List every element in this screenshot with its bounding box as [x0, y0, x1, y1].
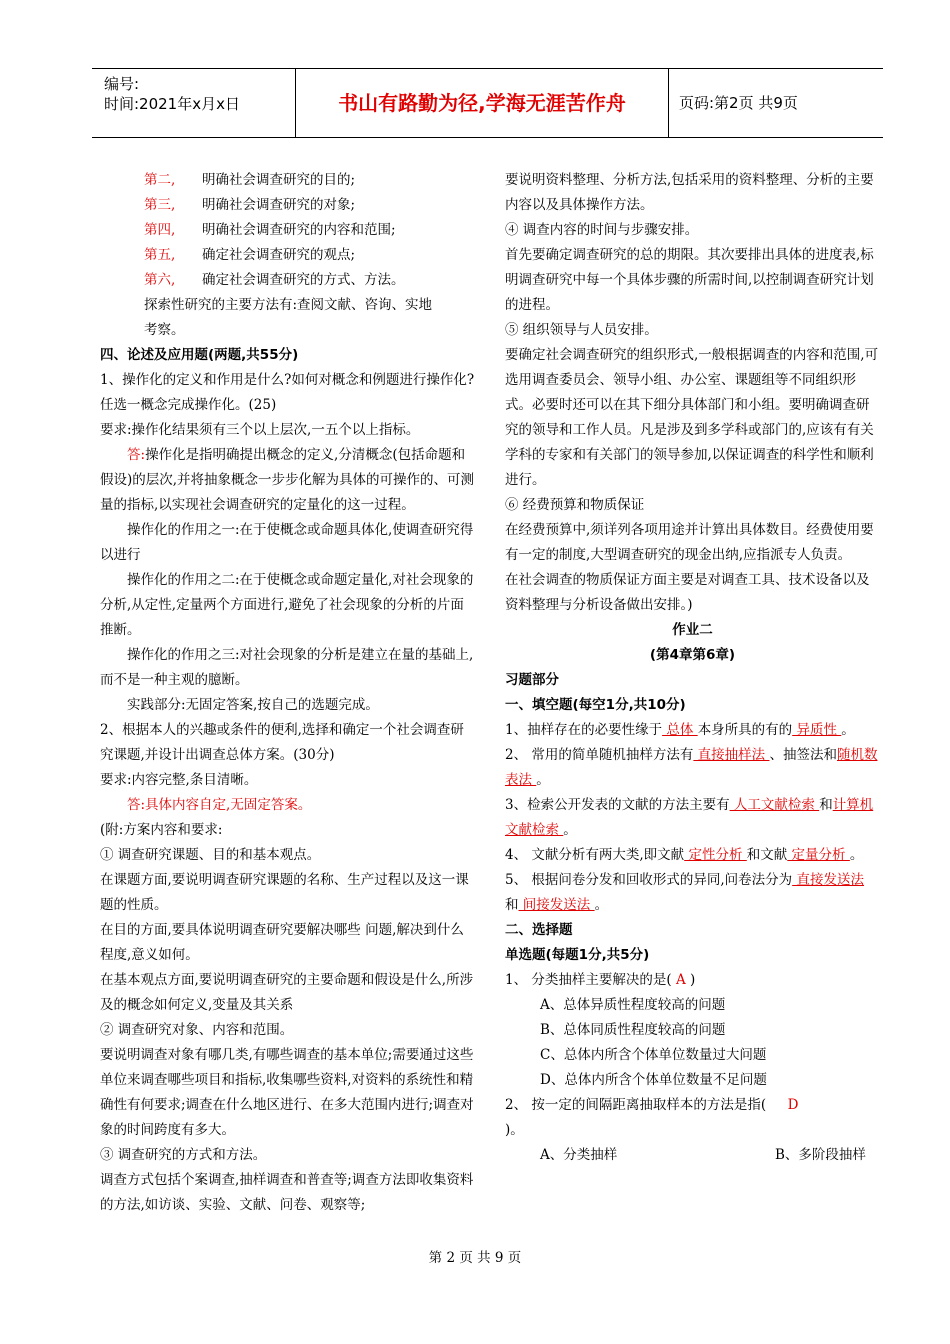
question-text: 本身所具的有的	[697, 722, 793, 738]
plan-item-4: ④ 调查内容的时间与步骤安排。	[505, 222, 699, 238]
plan-item-1-views: 在基本观点方面,要说明调查研究的主要命题和假设是什么,所涉及的概念如何定义,变量及其关系	[100, 972, 474, 1013]
role-1: 操作化的作用之一:在于使概念或命题具体化,使调查研究得以进行	[100, 522, 474, 563]
plan-item-6-material: 在社会调查的物质保证方面主要是对调查工具、技术设备以及资料整理与分析设备做出安排。)	[505, 572, 870, 613]
practice-note: 实践部分:无固定答案,按自己的选题完成。	[127, 697, 379, 713]
question-text: 4、 文献分析有两大类,即文献	[505, 847, 685, 863]
answer-blank: 随机数表法	[505, 747, 878, 788]
page-footer: 第 2 页 共 9 页	[428, 1250, 522, 1266]
answer-blank: 定性分析	[684, 847, 747, 863]
fill-section-title: 一、填空题(每空1分,共10分)	[505, 697, 686, 713]
question-text: 。	[594, 897, 609, 913]
choice-option: C、总体内所含个体单位数量过大问题	[540, 1047, 767, 1063]
answer-letter: D	[787, 1097, 799, 1113]
question-1-answer	[100, 443, 475, 518]
answer-label: 答:	[127, 447, 146, 463]
single-choice-title: 单选题(每题1分,共5分)	[505, 947, 650, 963]
step-number: 第二,	[144, 172, 176, 188]
plan-item-6-budget: 在经费预算中,须详列各项用途并计算出具体数目。经费使用要有一定的制度,大型调查研究的现金出纳,应指派专人负责。	[505, 522, 874, 563]
step-text: 明确社会调查研究的内容和范围;	[202, 222, 396, 238]
step-number: 第三,	[144, 197, 176, 213]
question-2-requirement: 要求:内容完整,条目清晰。	[100, 772, 258, 788]
question-text: 。	[849, 847, 864, 863]
fill-question-4	[505, 843, 880, 868]
choice-option: A、分类抽样	[540, 1147, 618, 1163]
answer-blank: 异质性	[792, 722, 842, 738]
plan-item-6: ⑥ 经费预算和物质保证	[505, 497, 645, 513]
answer-blank: 直接发送法	[792, 872, 864, 888]
answer-letter: A	[675, 972, 686, 988]
plan-item-3-detail: 调查方式包括个案调查,抽样调查和普查等;调查方法即收集资料的方法,如访谈、实验、文献、问卷、观察等;	[100, 1172, 474, 1213]
answer-blank: 间接发送法	[518, 897, 595, 913]
page-header	[92, 68, 883, 138]
fill-question-3	[505, 793, 880, 843]
answer-text: 操作化是指明确提出概念的定义,分清概念(包括命题和假设)的层次,并将抽象概念一步步化解为具体的可操作的、可测量的指标,以实现社会调查研究的定量化的这一过程。	[100, 447, 475, 513]
choice-option: B、多阶段抽样	[775, 1147, 866, 1163]
answer-blank: 总体	[662, 722, 698, 738]
appendix-title: (附:方案内容和要求:	[100, 822, 223, 838]
plan-item-2-detail: 要说明调查对象有哪几类,有哪些调查的基本单位;需要通过这些单位来调查哪些项目和指标,收集哪些资料,对资料的系统性和精确性有何要求;调查在什么地区进行、在多大范围内进行;调查对象的时间跨度有多大。	[100, 1047, 474, 1138]
plan-item-5: ⑤ 组织领导与人员安排。	[505, 322, 658, 338]
question-text: 1、抽样存在的必要性缘于	[505, 722, 663, 738]
plan-item-3: ③ 调查研究的方式和方法。	[100, 1147, 267, 1163]
answer-blank: 直接抽样法	[693, 747, 770, 763]
role-3: 操作化的作用之三:对社会现象的分析是建立在量的基础上,而不是一种主观的臆断。	[100, 647, 474, 688]
choice-option: D、总体内所含个体单位数量不足问题	[540, 1072, 767, 1088]
left-column	[100, 168, 475, 1218]
step-text: 确定社会调查研究的观点;	[202, 247, 356, 263]
question-text: )	[690, 972, 696, 988]
question-text: 2、 常用的简单随机抽样方法有	[505, 747, 694, 763]
exercise-title: 习题部分	[505, 672, 559, 688]
choice-option: B、总体同质性程度较高的问题	[540, 1022, 726, 1038]
plan-item-2: ② 调查研究对象、内容和范围。	[100, 1022, 294, 1038]
explore-text: 探索性研究的主要方法有:查阅文献、咨询、实地	[144, 297, 433, 313]
question-text: 和	[505, 897, 519, 913]
question-text: 、抽签法和	[769, 747, 837, 763]
step-item	[100, 193, 475, 218]
answer-blank: 定量分析	[787, 847, 850, 863]
question-text: 3、检索公开发表的文献的方法主要有	[505, 797, 730, 813]
plan-item-1: ① 调查研究课题、目的和基本观点。	[100, 847, 321, 863]
answer-blank: 计算机文献检索	[505, 797, 874, 838]
step-item	[100, 218, 475, 243]
step-item	[100, 243, 475, 268]
question-1: 1、操作化的定义和作用是什么?如何对概念和例题进行操作化?任选一概念完成操作化。(25)	[100, 372, 475, 413]
question-text: 1、 分类抽样主要解决的是(	[505, 972, 672, 988]
question-text: 。	[841, 722, 855, 738]
time-label: 时间:2021年x月x日	[104, 95, 240, 113]
homework-subtitle: (第4章第6章)	[649, 647, 736, 663]
question-text: 2、 按一定的间隔距离抽取样本的方法是指(	[505, 1097, 767, 1113]
plan-item-5-detail: 要确定社会调查研究的组织形式,一般根据调查的内容和范围,可选用调查委员会、领导小组、办公室、课题组等不同组织形式。必要时还可以在其下细分具体部门和小组。要明确调查研究的领导和工作人员。凡是涉及到多学科或部门的,应该有有关学科的专家和有关部门的领导参加,以保证调查的科学性和顺利进行。	[505, 347, 879, 488]
step-number: 第五,	[144, 247, 176, 263]
question-1-requirement: 要求:操作化结果须有三个以上层次,一五个以上指标。	[100, 422, 420, 438]
question-text: 和文献	[746, 847, 788, 863]
choice-question-2-close: )。	[505, 1122, 524, 1138]
step-item	[100, 168, 475, 193]
plan-item-1-purpose: 在目的方面,要具体说明调查研究要解决哪些 问题,解决到什么程度,意义如何。	[100, 922, 464, 963]
choice-question-2	[505, 1093, 880, 1118]
step-number: 第四,	[144, 222, 176, 238]
homework-title: 作业二	[672, 622, 713, 638]
choice-option: A、总体异质性程度较高的问题	[540, 997, 726, 1013]
question-text: 。	[563, 822, 577, 838]
question-text: 5、 根据问卷分发和回收形式的异同,问卷法分为	[505, 872, 793, 888]
motto-text: 书山有路勤为径,学海无涯苦作舟	[338, 91, 626, 115]
step-text: 确定社会调查研究的方式、方法。	[202, 272, 405, 288]
question-2-answer: 答:具体内容自定,无固定答案。	[127, 797, 312, 813]
section4-title: 四、论述及应用题(两题,共55分)	[100, 347, 299, 363]
answer-blank: 人工文献检索	[729, 797, 820, 813]
step-item	[100, 268, 475, 293]
page-number-label: 页码:第2页 共9页	[679, 94, 798, 112]
plan-item-3-detail-cont: 要说明资料整理、分析方法,包括采用的资料整理、分析的主要内容以及具体操作方法。	[505, 172, 874, 213]
step-text: 明确社会调查研究的对象;	[202, 197, 356, 213]
fill-question-5	[505, 868, 880, 918]
fill-question-1	[505, 718, 880, 743]
question-2: 2、根据本人的兴趣或条件的便利,选择和确定一个社会调查研究课题,并设计出调查总体方案。(30分)	[100, 722, 464, 763]
plan-item-4-detail: 首先要确定调查研究的总的期限。其次要排出具体的进度表,标明调查研究中每一个具体步骤的所需时间,以控制调查研究计划的进程。	[505, 247, 874, 313]
plan-item-1-topic: 在课题方面,要说明调查研究课题的名称、生产过程以及这一课题的性质。	[100, 872, 469, 913]
right-column	[505, 168, 880, 1168]
choice-section-title: 二、选择题	[505, 922, 573, 938]
explore-text-cont: 考察。	[144, 322, 185, 338]
step-text: 明确社会调查研究的目的;	[202, 172, 356, 188]
step-number: 第六,	[144, 272, 176, 288]
fill-question-2	[505, 743, 880, 793]
question-text: 和	[819, 797, 833, 813]
header-motto-cell	[296, 69, 669, 137]
choice-question-1	[505, 968, 880, 993]
role-2: 操作化的作用之二:在于使概念或命题定量化,对社会现象的分析,从定性,定量两个方面进行,避免了社会现象的分析的片面推断。	[100, 572, 474, 638]
choice-options-row	[505, 1143, 880, 1168]
question-text: 。	[536, 772, 550, 788]
number-label: 编号:	[104, 75, 140, 93]
header-info-cell	[92, 69, 296, 137]
